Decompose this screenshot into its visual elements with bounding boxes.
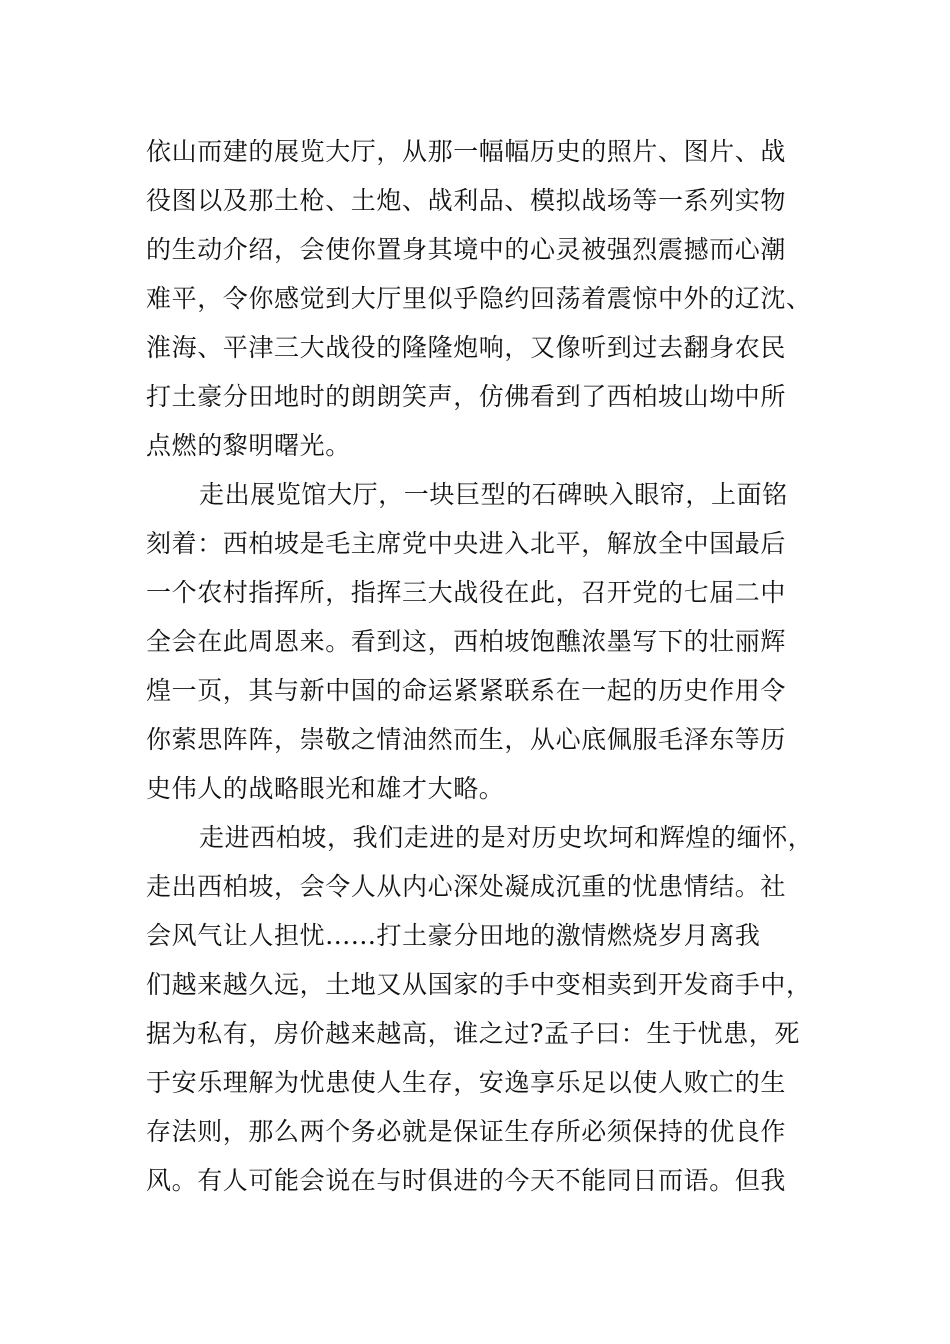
text-line: 据为私有，房价越来越高，谁之过?孟子曰：生于忧患，死 <box>146 1019 801 1048</box>
text-line: 难平，令你感觉到大厅里似乎隐约回荡着震惊中外的辽沈、 <box>146 284 812 313</box>
paragraph-stone-tablet <box>146 470 806 813</box>
paragraph-exhibition-hall <box>146 127 812 470</box>
text-line: 一个农村指挥所，指挥三大战役在此，召开党的七届二中 <box>146 578 787 607</box>
text-line: 刻着：西柏坡是毛主席党中央进入北平，解放全中国最后 <box>146 529 787 558</box>
text-line: 走出西柏坡，会令人从内心深处凝成沉重的忧患情结。社 <box>146 872 787 901</box>
text-line: 的生动介绍，会使你置身其境中的心灵被强烈震撼而心潮 <box>146 235 787 264</box>
text-line-first: 走进西柏坡，我们走进的是对历史坎坷和辉煌的缅怀， <box>199 823 814 852</box>
text-line: 们越来越久远，土地又从国家的手中变相卖到开发商手中， <box>146 970 812 999</box>
text-line: 煌一页，其与新中国的命运紧紧联系在一起的历史作用令 <box>146 676 787 705</box>
text-line: 依山而建的展览大厅，从那一幅幅历史的照片、图片、战 <box>146 137 787 166</box>
text-line: 全会在此周恩来。看到这，西柏坡饱醮浓墨写下的壮丽辉 <box>146 627 787 656</box>
text-line: 役图以及那土枪、土炮、战利品、模拟战场等一系列实物 <box>146 186 787 215</box>
text-line: 史伟人的战略眼光和雄才大略。 <box>146 774 505 803</box>
text-line: 打土豪分田地时的朗朗笑声，仿佛看到了西柏坡山坳中所 <box>146 382 787 411</box>
paragraph-reflection <box>146 813 814 1205</box>
document-body <box>146 127 814 1205</box>
text-line-first: 走出展览馆大厅，一块巨型的石碑映入眼帘，上面铭 <box>199 480 788 509</box>
text-line: 点燃的黎明曙光。 <box>146 431 351 460</box>
text-line: 你萦思阵阵，崇敬之情油然而生，从心底佩服毛泽东等历 <box>146 725 787 754</box>
text-line: 于安乐理解为忧患使人生存，安逸享乐足以使人败亡的生 <box>146 1068 787 1097</box>
text-line: 存法则，那么两个务必就是保证生存所必须保持的优良作 <box>146 1117 787 1146</box>
text-line: 会风气让人担忧......打土豪分田地的激情燃烧岁月离我 <box>146 921 761 950</box>
text-line: 淮海、平津三大战役的隆隆炮响，又像听到过去翻身农民 <box>146 333 787 362</box>
text-line: 风。有人可能会说在与时俱进的今天不能同日而语。但我 <box>146 1166 787 1195</box>
